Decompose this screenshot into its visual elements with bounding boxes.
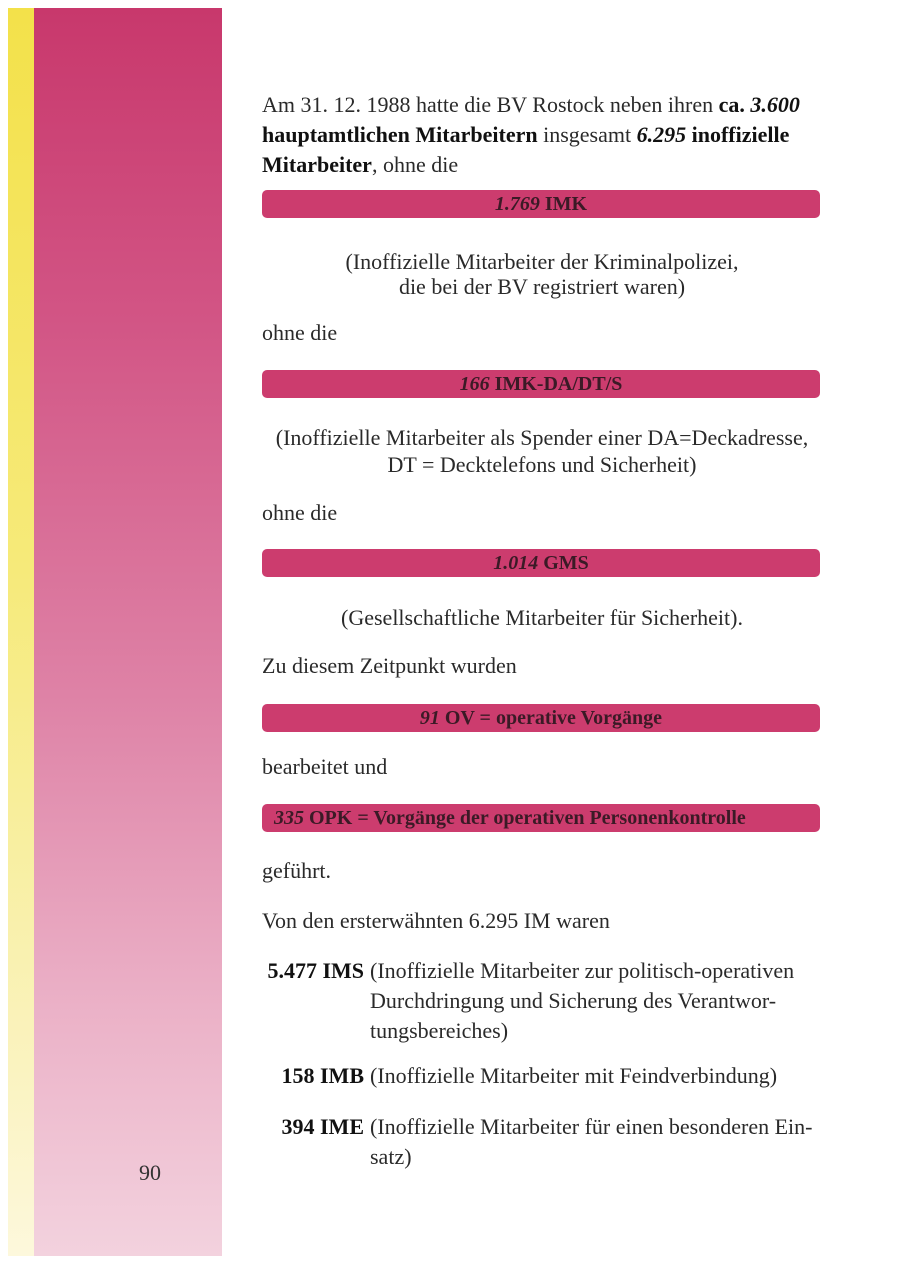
- breakdown-code: 394 IME: [281, 1114, 364, 1139]
- imk-note-line-2: die bei der BV registriert waren): [398, 274, 686, 299]
- page-number: 90: [139, 1160, 161, 1185]
- breakdown-description: (Inoffizielle Mitarbeiter für einen besonderen Ein- satz): [370, 1114, 813, 1169]
- gms-note: (Gesellschaftliche Mitarbeiter für Sicherheit).: [341, 605, 743, 630]
- connector-zu-diesem: Zu diesem Zeitpunkt wurden: [262, 653, 517, 678]
- highlight-bar-imk: 1.769 IMK: [262, 190, 820, 218]
- highlight-bar-gms: 1.014 GMS: [262, 549, 820, 577]
- highlight-bar-ov: 91 OV = operative Vorgänge: [262, 704, 820, 732]
- da-note-line-2: DT = Decktelefons und Sicherheit): [387, 452, 697, 477]
- da-note-line-1: (Inoffizielle Mitarbeiter als Spender einer DA=Deckadresse,: [275, 425, 809, 450]
- connector-gefuehrt: geführt.: [262, 858, 332, 883]
- highlight-bar-opk: 335 OPK = Vorgänge der operativen Personenkontrolle: [262, 804, 820, 832]
- breakdown-description: (Inoffizielle Mitarbeiter zur politisch-operativen Durchdringung und Sicherung des Verantwor- tungsbereiches): [370, 958, 795, 1043]
- imk-note-line-1: (Inoffizielle Mitarbeiter der Kriminalpolizei,: [345, 249, 739, 274]
- connector-ohne-die-2: ohne die: [262, 500, 338, 525]
- intro-line-2: hauptamtlichen Mitarbeitern insgesamt 6.295 inoffizielle: [262, 122, 790, 147]
- breakdown-code: 158 IMB: [281, 1063, 364, 1088]
- connector-bearbeitet: bearbeitet und: [262, 754, 388, 779]
- yellow-margin-strip: [8, 8, 34, 1256]
- intro-line-1: Am 31. 12. 1988 hatte die BV Rostock neben ihren ca. 3.600: [262, 92, 800, 117]
- intro-line-3: Mitarbeiter, ohne die: [262, 152, 459, 177]
- connector-ohne-die-1: ohne die: [262, 320, 338, 345]
- pink-margin-band: [34, 8, 222, 1256]
- breakdown-code: 5.477 IMS: [267, 958, 364, 983]
- highlight-bar-imk-da: 166 IMK-DA/DT/S: [262, 370, 820, 398]
- breakdown-description: (Inoffizielle Mitarbeiter mit Feindverbindung): [370, 1063, 778, 1088]
- connector-von-den: Von den ersterwähnten 6.295 IM waren: [262, 908, 610, 933]
